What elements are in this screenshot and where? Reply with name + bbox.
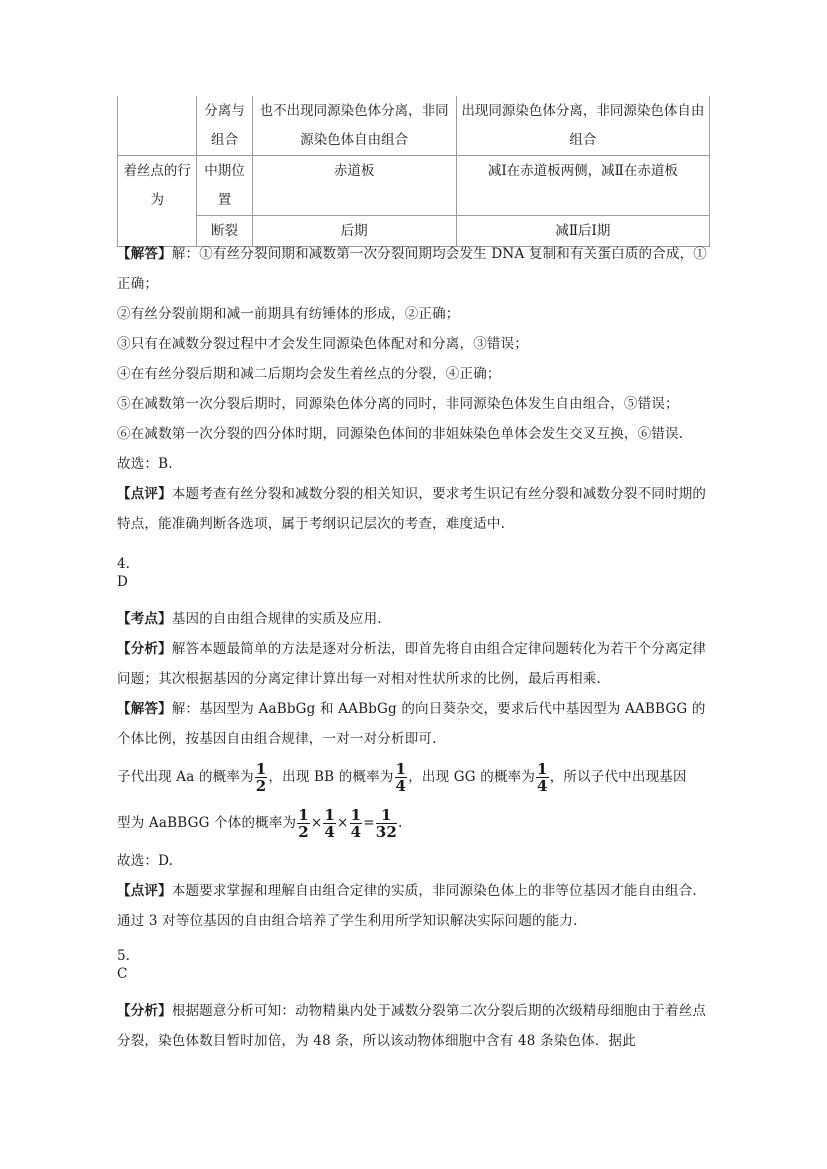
table-cell: 减Ⅰ在赤道板两侧，减Ⅱ在赤道板	[456, 156, 709, 216]
formula-text: 子代出现 Aa 的概率为	[117, 769, 254, 785]
table-cell: 中期位置	[197, 156, 252, 216]
solve-text: 解：基因型为 AaBbGg 和 AABbGg 的向日葵杂交，要求后代中基因型为 AABBGG 的个体比例，按基因自由组合规律，一对一对分析即可.	[117, 701, 706, 747]
formula-text: ，出现 GG 的概率为	[408, 769, 536, 785]
comment-text: 本题考查有丝分裂和减数分裂的相关知识，要求考生识记有丝分裂和减数分裂不同时期的特点，能准确判断各选项，属于考纲识记层次的考查，难度适中.	[117, 486, 707, 532]
table-cell: 后期	[252, 216, 456, 247]
answer-line: ⑤在减数第一次分裂后期时，同源染色体分离的同时，非同源染色体发生自由组合，⑤错误；	[117, 396, 679, 412]
question-number: 5.	[117, 948, 130, 964]
answer-text: 解：①有丝分裂间期和减数第一次分裂间期均会发生 DNA 复制和有关蛋白质的合成，①正确；	[117, 246, 707, 292]
analysis-text: 根据题意分析可知：动物精巢内处于减数分裂第二次分裂后期的次级精母细胞由于着丝点分裂，染色体数目暂时加倍，为 48 条，所以该动物体细胞中含有 48 条染色体．据此	[117, 1003, 707, 1049]
table-cell: 分离与组合	[197, 96, 252, 156]
times-sign: ×	[310, 815, 323, 831]
q5-explanation	[117, 996, 712, 1056]
comparison-table	[117, 96, 710, 247]
table-cell: 也不出现同源染色体分离，非同源染色体自由组合	[252, 96, 456, 156]
table-cell: 着丝点的行为	[118, 156, 197, 247]
choice-line: 故选：D.	[117, 853, 174, 869]
table-cell: 赤道板	[252, 156, 456, 216]
fraction: $\frac{1}{2}$	[255, 760, 267, 795]
comment-paragraph	[117, 479, 712, 539]
comment-paragraph	[117, 876, 712, 936]
comment-text: 本题要求掌握和理解自由组合定律的实质，非同源染色体上的非等位基因才能自由组合．通过 3 对等位基因的自由组合培养了学生利用所学知识解决实际问题的能力.	[117, 883, 707, 929]
solve-paragraph	[117, 694, 712, 754]
table-cell	[118, 96, 197, 156]
formula-text: ，出现 BB 的概率为	[268, 769, 394, 785]
analysis-text: 解答本题最简单的方法是逐对分析法，即首先将自由组合定律问题转化为若干个分离定律问题；其次根据基因的分离定律计算出每一对相对性状所求的比例，最后再相乘.	[117, 641, 707, 687]
analysis-tag: 【分析】	[117, 641, 172, 657]
fraction: $\frac{1}{32}$	[375, 806, 397, 841]
table-row	[118, 96, 710, 156]
answer-letter: D	[117, 574, 128, 590]
point-tag: 【考点】	[117, 611, 172, 627]
fraction: $\frac{1}{4}$	[537, 760, 548, 795]
choice-line: 故选：B.	[117, 456, 173, 472]
point-text: 基因的自由组合规律的实质及应用.	[171, 611, 382, 627]
point-paragraph	[117, 604, 712, 634]
answer-line: ②有丝分裂前期和减一前期具有纺锤体的形成，②正确；	[117, 306, 460, 322]
table-cell: 断裂	[197, 216, 252, 247]
formula-line-2	[117, 800, 712, 846]
table-cell: 出现同源染色体分离，非同源染色体自由组合	[456, 96, 709, 156]
answer-line: ③只有在减数分裂过程中才会发生同源染色体配对和分离，③错误；	[117, 336, 528, 352]
answer-letter: C	[117, 966, 128, 982]
analysis-paragraph	[117, 634, 712, 694]
comment-tag: 【点评】	[117, 883, 172, 899]
analysis-tag: 【分析】	[117, 1003, 172, 1019]
table-cell: 减Ⅱ后Ⅰ期	[456, 216, 709, 247]
period: .	[398, 815, 403, 831]
answer-tag: 【解答】	[117, 246, 172, 262]
formula-text: 型为 AaBBGG 个体的概率为	[117, 815, 297, 831]
comment-tag: 【点评】	[117, 486, 172, 502]
fraction: $\frac{1}{4}$	[395, 760, 407, 795]
fraction: $\frac{1}{4}$	[324, 806, 336, 841]
formula-line-1	[117, 754, 712, 800]
answer-line: ④在有丝分裂后期和减二后期均会发生着丝点的分裂，④正确；	[117, 366, 501, 382]
fraction: $\frac{1}{4}$	[350, 806, 362, 841]
question-number: 4.	[117, 556, 130, 572]
solve-tag: 【解答】	[117, 701, 172, 717]
formula-text: ，所以子代中出现基因	[549, 769, 687, 785]
equals-sign: =	[363, 815, 375, 831]
answer-paragraph	[117, 239, 712, 299]
fraction: $\frac{1}{2}$	[298, 806, 309, 841]
q4-explanation	[117, 604, 712, 936]
answer-line: ⑥在减数第一次分裂的四分体时期，同源染色体间的非姐妹染色单体会发生交叉互换，⑥错误.	[117, 426, 684, 442]
times-sign: ×	[337, 815, 349, 831]
table-row	[118, 156, 710, 216]
analysis-paragraph	[117, 996, 712, 1056]
q3-explanation	[117, 239, 712, 539]
